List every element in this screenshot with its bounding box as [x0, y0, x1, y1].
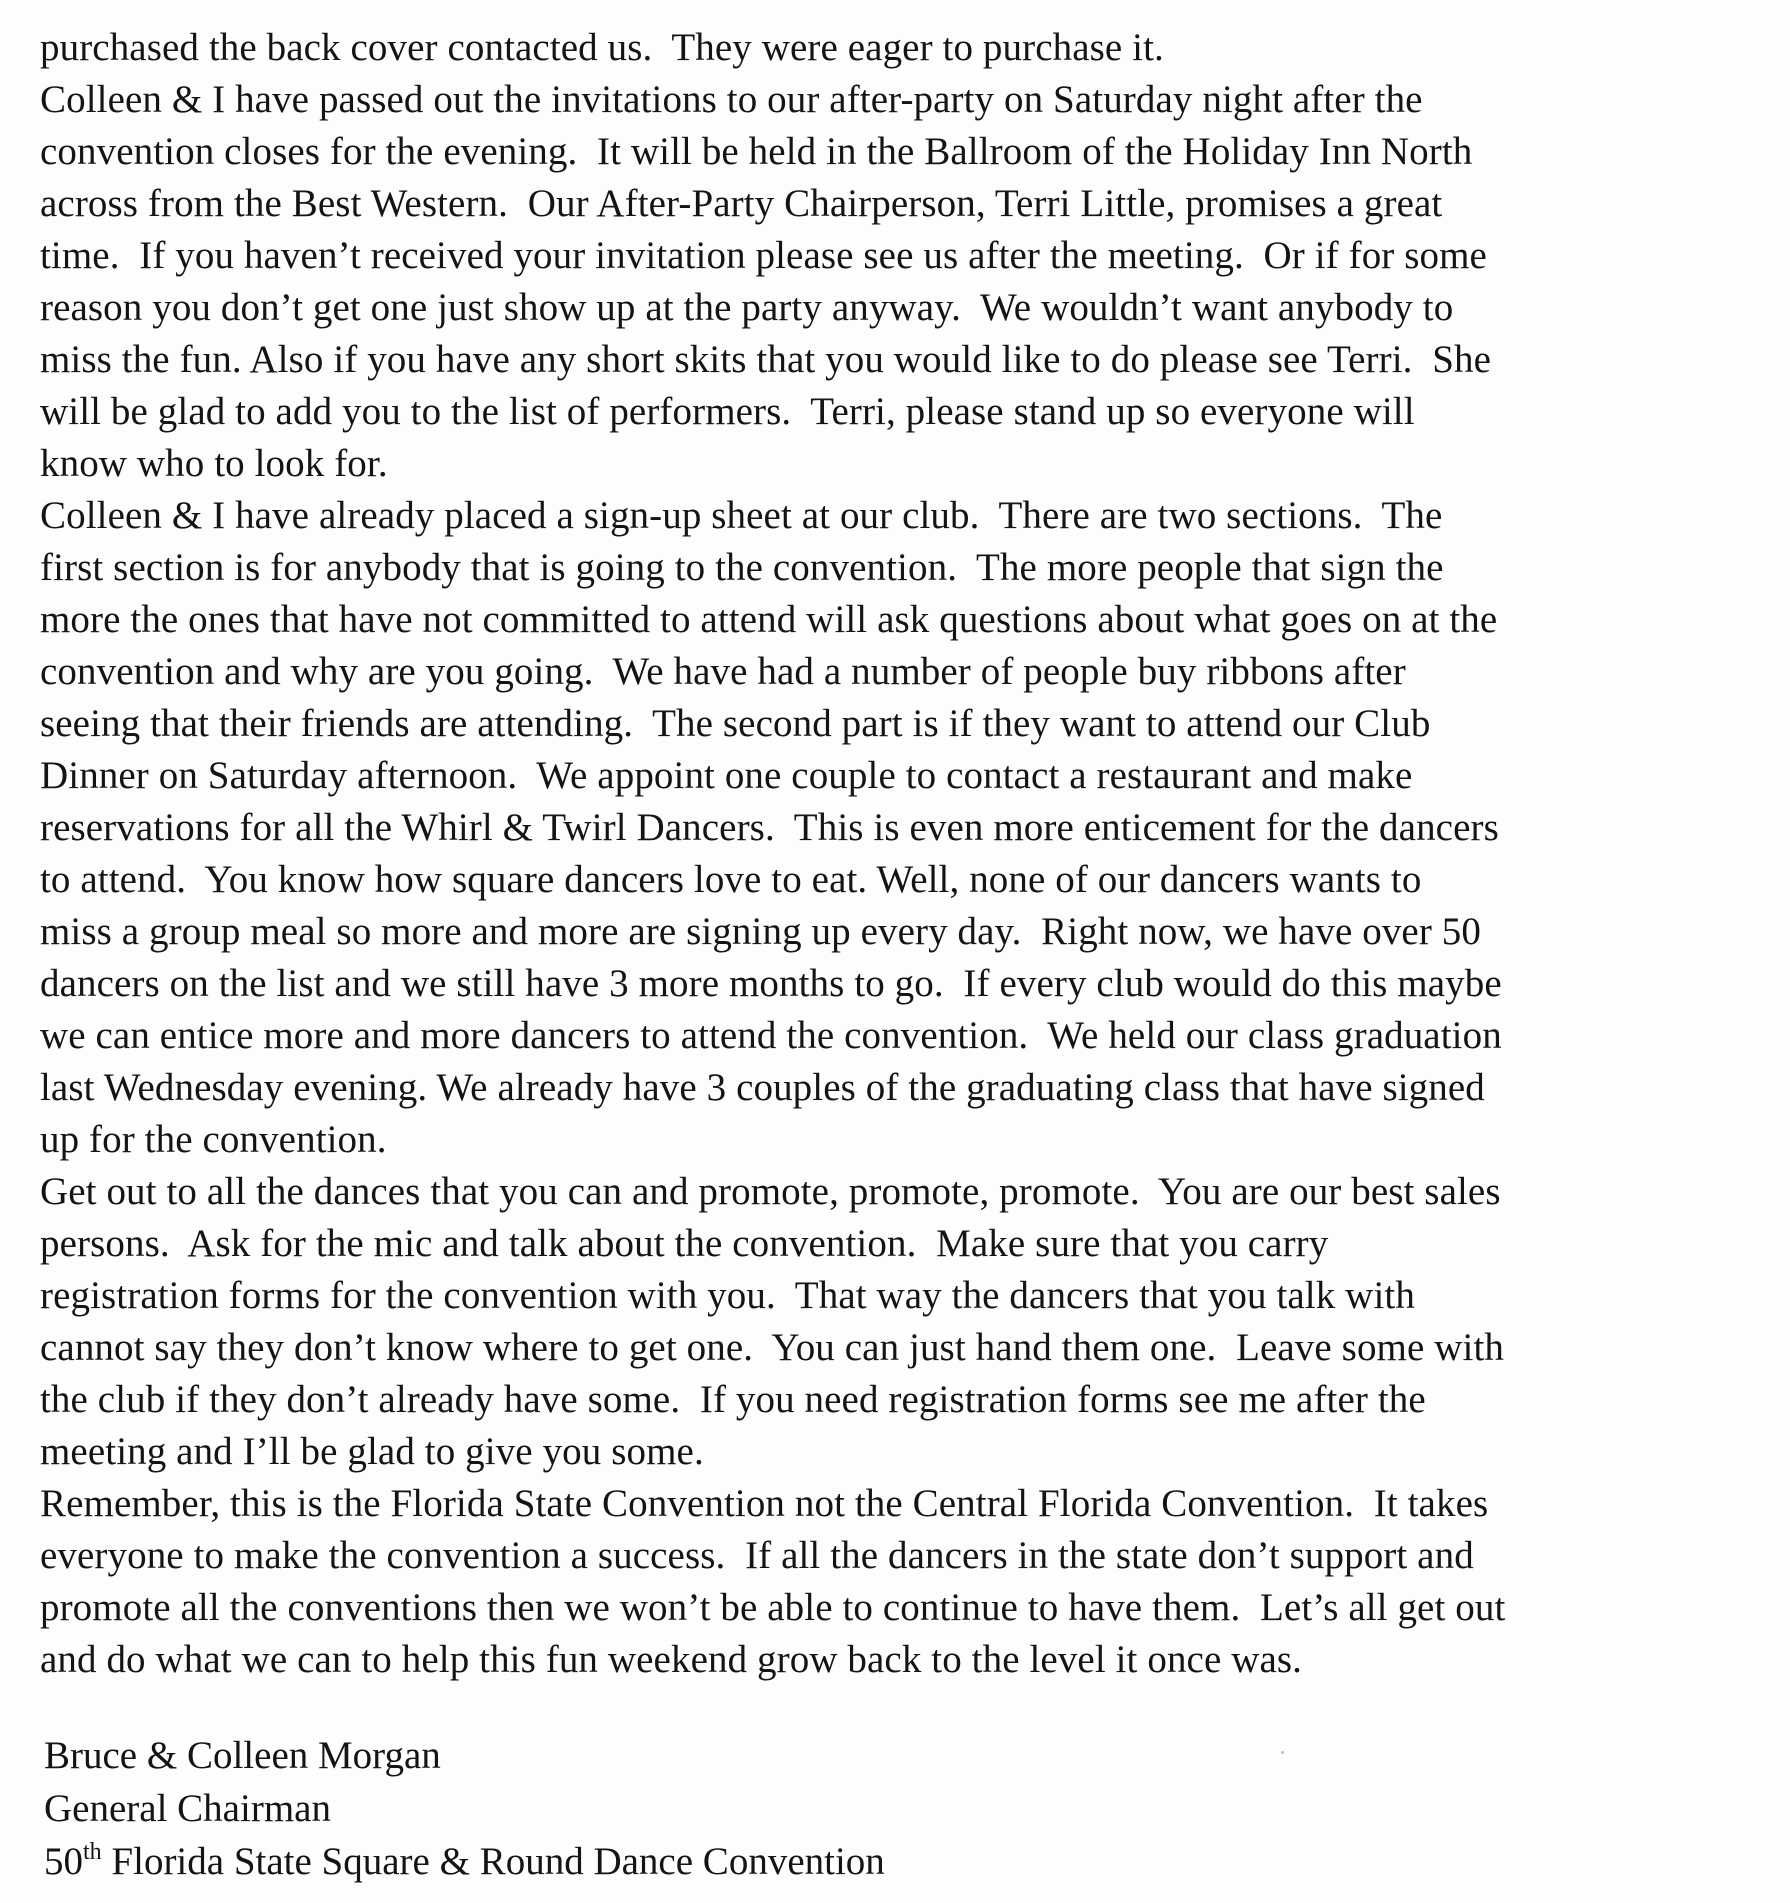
text-line: more the ones that have not committed to attend will ask questions about what goes on at the	[40, 598, 1498, 641]
paragraph	[40, 1166, 1780, 1478]
text-line: Get out to all the dances that you can and promote, promote, promote. You are our best sales	[40, 1170, 1501, 1213]
paragraph	[40, 1478, 1780, 1686]
text-line: everyone to make the convention a success. If all the dancers in the state don’t support and	[40, 1534, 1474, 1577]
text-line: to attend. You know how square dancers love to eat. Well, none of our dancers wants to	[40, 858, 1422, 901]
signature-title: General Chairman	[44, 1787, 331, 1830]
text-line: persons. Ask for the mic and talk about the convention. Make sure that you carry	[40, 1222, 1329, 1265]
text-line: reservations for all the Whirl & Twirl Dancers. This is even more enticement for the dancers	[40, 806, 1499, 849]
text-line: time. If you haven’t received your invitation please see us after the meeting. Or if for some	[40, 234, 1487, 277]
text-line: first section is for anybody that is going to the convention. The more people that sign the	[40, 546, 1444, 589]
text-line: purchased the back cover contacted us. They were eager to purchase it.	[40, 26, 1164, 69]
convention-number: 50	[44, 1840, 83, 1883]
text-line: promote all the conventions then we won’t be able to continue to have them. Let’s all get out	[40, 1586, 1506, 1629]
text-line: convention and why are you going. We have had a number of people buy ribbons after	[40, 650, 1406, 693]
paragraph	[40, 490, 1780, 1166]
signature-block	[44, 1729, 1744, 1888]
text-line: Colleen & I have already placed a sign-up sheet at our club. There are two sections. The	[40, 494, 1443, 537]
text-line: reason you don’t get one just show up at the party anyway. We wouldn’t want anybody to	[40, 286, 1454, 329]
text-line: Remember, this is the Florida State Convention not the Central Florida Convention. It takes	[40, 1482, 1489, 1525]
paragraph	[40, 74, 1780, 490]
text-line: across from the Best Western. Our After-Party Chairperson, Terri Little, promises a great	[40, 182, 1443, 225]
text-line: the club if they don’t already have some. If you need registration forms see me after the	[40, 1378, 1426, 1421]
text-line: Colleen & I have passed out the invitations to our after-party on Saturday night after the	[40, 78, 1423, 121]
text-line: meeting and I’ll be glad to give you some.	[40, 1430, 704, 1473]
letter-body	[40, 22, 1780, 1686]
convention-ordinal: th	[83, 1839, 102, 1865]
text-line: miss a group meal so more and more are signing up every day. Right now, we have over 50	[40, 910, 1481, 953]
text-line: registration forms for the convention with you. That way the dancers that you talk with	[40, 1274, 1415, 1317]
text-line: up for the convention.	[40, 1118, 387, 1161]
signature-name: Bruce & Colleen Morgan	[44, 1734, 441, 1777]
text-line: dancers on the list and we still have 3 more months to go. If every club would do this maybe	[40, 962, 1502, 1005]
text-line: convention closes for the evening. It will be held in the Ballroom of the Holiday Inn North	[40, 130, 1473, 173]
text-line: seeing that their friends are attending. The second part is if they want to attend our Club	[40, 702, 1431, 745]
text-line: last Wednesday evening. We already have 3 couples of the graduating class that have signed	[40, 1066, 1485, 1109]
text-line: we can entice more and more dancers to attend the convention. We held our class graduation	[40, 1014, 1502, 1057]
text-line: miss the fun. Also if you have any short skits that you would like to do please see Terri. She	[40, 338, 1492, 381]
paragraph	[40, 22, 1780, 74]
text-line: cannot say they don’t know where to get one. You can just hand them one. Leave some with	[40, 1326, 1504, 1369]
convention-name: Florida State Square & Round Dance Convention	[101, 1840, 885, 1883]
text-line: and do what we can to help this fun weekend grow back to the level it once was.	[40, 1638, 1303, 1681]
text-line: know who to look for.	[40, 442, 388, 485]
text-line: will be glad to add you to the list of performers. Terri, please stand up so everyone will	[40, 390, 1415, 433]
signature-convention	[44, 1835, 1744, 1888]
text-line: Dinner on Saturday afternoon. We appoint one couple to contact a restaurant and make	[40, 754, 1413, 797]
